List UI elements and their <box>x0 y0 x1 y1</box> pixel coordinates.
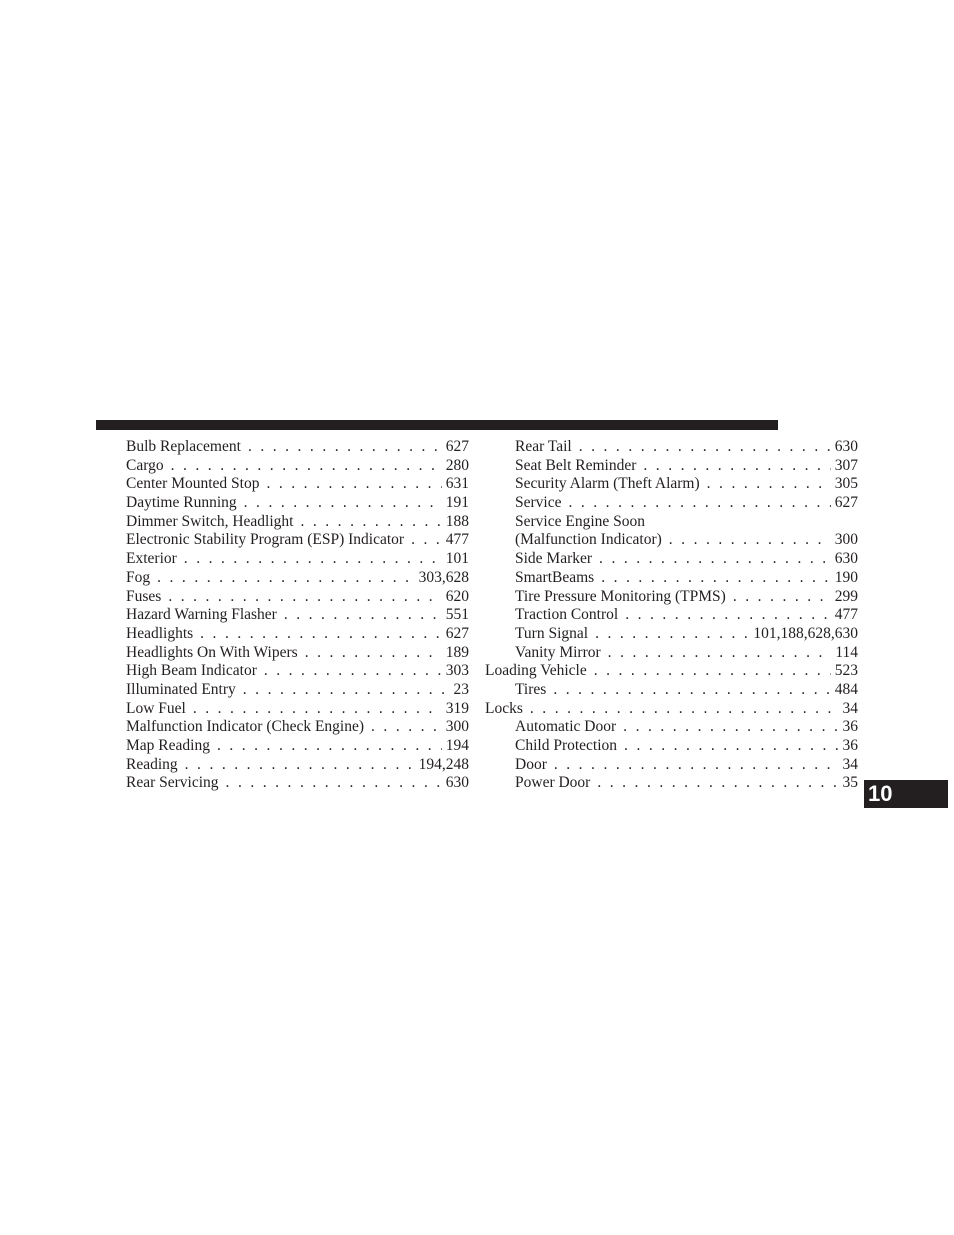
entry-label: Seat Belt Reminder <box>515 456 637 474</box>
entry-label: SmartBeams <box>515 568 595 586</box>
entry-page: 300 <box>445 718 469 736</box>
entry-page: 299 <box>834 587 858 605</box>
dot-leader <box>643 457 830 476</box>
entry-page: 319 <box>445 699 469 717</box>
entry-label: Dimmer Switch, Headlight <box>126 512 294 530</box>
index-entry <box>126 513 469 532</box>
dot-leader <box>305 644 442 663</box>
entry-label: Door <box>515 755 547 773</box>
entry-page: 34 <box>842 755 858 773</box>
index-entry <box>126 700 469 719</box>
index-subentry <box>485 644 858 663</box>
dot-leader <box>568 494 830 513</box>
entry-page: 280 <box>445 456 469 474</box>
entry-label: Center Mounted Stop <box>126 475 260 493</box>
dot-leader <box>623 718 838 737</box>
entry-label: Headlights <box>126 624 194 642</box>
entry-page: 23 <box>453 680 469 698</box>
dot-leader <box>579 438 831 457</box>
entry-label: Locks <box>485 699 523 717</box>
dot-leader <box>707 475 831 494</box>
entry-label: Rear Tail <box>515 438 572 455</box>
index-entry <box>126 475 469 494</box>
dot-leader <box>300 513 441 532</box>
index-entry <box>126 550 469 569</box>
entry-page: 101 <box>445 550 469 568</box>
entry-page: 35 <box>842 774 858 792</box>
index-entry <box>126 588 469 607</box>
entry-page: 477 <box>445 531 469 549</box>
entry-page: 620 <box>445 587 469 605</box>
index-entry <box>485 662 858 681</box>
index-subentry <box>485 681 858 700</box>
entry-label: Daytime Running <box>126 494 237 512</box>
entry-label: Rear Servicing <box>126 774 219 792</box>
entry-label: Malfunction Indicator (Check Engine) <box>126 718 365 736</box>
entry-page: 305 <box>834 475 858 493</box>
dot-leader <box>226 774 442 793</box>
entry-label: Vanity Mirror <box>515 643 601 661</box>
index-entry <box>126 681 469 700</box>
entry-label: Traction Control <box>515 606 619 624</box>
index-entry <box>126 644 469 663</box>
entry-label: Child Protection <box>515 737 618 754</box>
entry-label: Fuses <box>126 587 162 605</box>
dot-leader <box>553 681 830 700</box>
entry-label: Cargo <box>126 456 164 474</box>
dot-leader <box>601 569 831 588</box>
dot-leader <box>185 756 415 775</box>
index-subentry <box>485 625 858 644</box>
entry-label: Power Door <box>515 774 591 792</box>
entry-label: Low Fuel <box>126 699 186 717</box>
entry-page: 303 <box>445 662 469 680</box>
entry-page: 190 <box>834 568 858 586</box>
index-entry <box>126 756 469 775</box>
index-subentry <box>485 531 858 550</box>
index-subentry <box>485 718 858 737</box>
dot-leader <box>411 531 442 550</box>
entry-page: 303,628 <box>418 568 469 586</box>
index-subentry <box>485 438 858 457</box>
entry-label: Tire Pressure Monitoring (TPMS) <box>515 587 726 605</box>
entry-page: 551 <box>445 606 469 624</box>
entry-page: 630 <box>445 774 469 792</box>
dot-leader <box>608 644 832 663</box>
entry-label: Reading <box>126 755 178 773</box>
index-subentry <box>485 550 858 569</box>
entry-page: 630 <box>834 550 858 568</box>
entry-page: 34 <box>842 699 858 717</box>
dot-leader <box>157 569 415 588</box>
index-entry <box>485 700 858 719</box>
index-subentry <box>485 737 858 756</box>
index-entry <box>126 737 469 756</box>
index-entry <box>126 662 469 681</box>
index-subentry <box>485 774 858 793</box>
entry-page: 484 <box>834 680 858 698</box>
index-subentry <box>485 513 858 532</box>
entry-label: Service Engine Soon <box>515 512 646 530</box>
dot-leader <box>244 494 442 513</box>
dot-leader <box>733 588 831 607</box>
index-subentry <box>485 569 858 588</box>
entry-page: 627 <box>445 438 469 455</box>
dot-leader <box>669 531 831 550</box>
entry-page: 36 <box>842 737 858 754</box>
entry-label: (Malfunction Indicator) <box>515 531 662 549</box>
index-entry <box>126 494 469 513</box>
index-subentry <box>485 457 858 476</box>
entry-label: Tires <box>515 680 547 698</box>
entry-page: 194 <box>445 737 469 754</box>
index-subentry <box>485 756 858 775</box>
entry-page: 627 <box>445 624 469 642</box>
entry-label: Hazard Warning Flasher <box>126 606 277 624</box>
entry-page: 477 <box>834 606 858 624</box>
entry-label: Electronic Stability Program (ESP) Indicator <box>126 531 405 549</box>
entry-page: 188 <box>445 512 469 530</box>
entry-label: Headlights On With Wipers <box>126 643 298 661</box>
entry-page: 523 <box>834 662 858 680</box>
entry-label: Service <box>515 494 562 512</box>
entry-page: 36 <box>842 718 858 736</box>
dot-leader <box>597 774 838 793</box>
entry-label: High Beam Indicator <box>126 662 257 680</box>
entry-page: 194,248 <box>418 755 469 773</box>
index-subentry <box>485 588 858 607</box>
entry-page: 630 <box>834 438 858 455</box>
entry-label: Loading Vehicle <box>485 662 587 680</box>
index-column-right <box>485 438 858 793</box>
entry-label: Map Reading <box>126 737 210 754</box>
entry-label: Illuminated Entry <box>126 680 236 698</box>
section-tab: 10 <box>864 780 948 808</box>
index-entry <box>126 457 469 476</box>
index-entry <box>126 438 469 457</box>
entry-page: 631 <box>445 475 469 493</box>
entry-label: Fog <box>126 568 151 586</box>
dot-leader <box>625 606 831 625</box>
entry-label: Exterior <box>126 550 177 568</box>
dot-leader <box>594 662 831 681</box>
index-entry <box>126 531 469 550</box>
dot-leader <box>243 681 450 700</box>
entry-label: Bulb Replacement <box>126 438 241 455</box>
entry-page: 189 <box>445 643 469 661</box>
entry-page: 114 <box>835 643 858 661</box>
index-entry <box>126 718 469 737</box>
entry-label: Automatic Door <box>515 718 617 736</box>
dot-leader <box>193 700 442 719</box>
dot-leader <box>599 550 831 569</box>
dot-leader <box>248 438 442 457</box>
entry-label: Security Alarm (Theft Alarm) <box>515 475 700 493</box>
dot-leader <box>595 625 749 644</box>
dot-leader <box>266 475 441 494</box>
index-subentry <box>485 494 858 513</box>
index-subentry <box>485 475 858 494</box>
index-subentry <box>485 606 858 625</box>
dot-leader <box>554 756 839 775</box>
dot-leader <box>371 718 442 737</box>
index-entry <box>126 625 469 644</box>
index-entry <box>126 606 469 625</box>
entry-page: 300 <box>834 531 858 549</box>
entry-label: Side Marker <box>515 550 593 568</box>
section-header-rule <box>96 420 778 430</box>
entry-label: Turn Signal <box>515 624 589 642</box>
dot-leader <box>624 737 838 756</box>
dot-leader <box>168 588 441 607</box>
dot-leader <box>184 550 442 569</box>
entry-page: 627 <box>834 494 858 512</box>
index-column-left <box>126 438 469 793</box>
dot-leader <box>530 700 839 719</box>
entry-page: 191 <box>445 494 469 512</box>
entry-page: 101,188,628,630 <box>753 624 858 642</box>
dot-leader <box>264 662 442 681</box>
dot-leader <box>217 737 442 756</box>
dot-leader <box>284 606 442 625</box>
index-entry <box>126 774 469 793</box>
dot-leader <box>200 625 442 644</box>
entry-page: 307 <box>834 456 858 474</box>
dot-leader <box>171 457 442 476</box>
index-entry <box>126 569 469 588</box>
